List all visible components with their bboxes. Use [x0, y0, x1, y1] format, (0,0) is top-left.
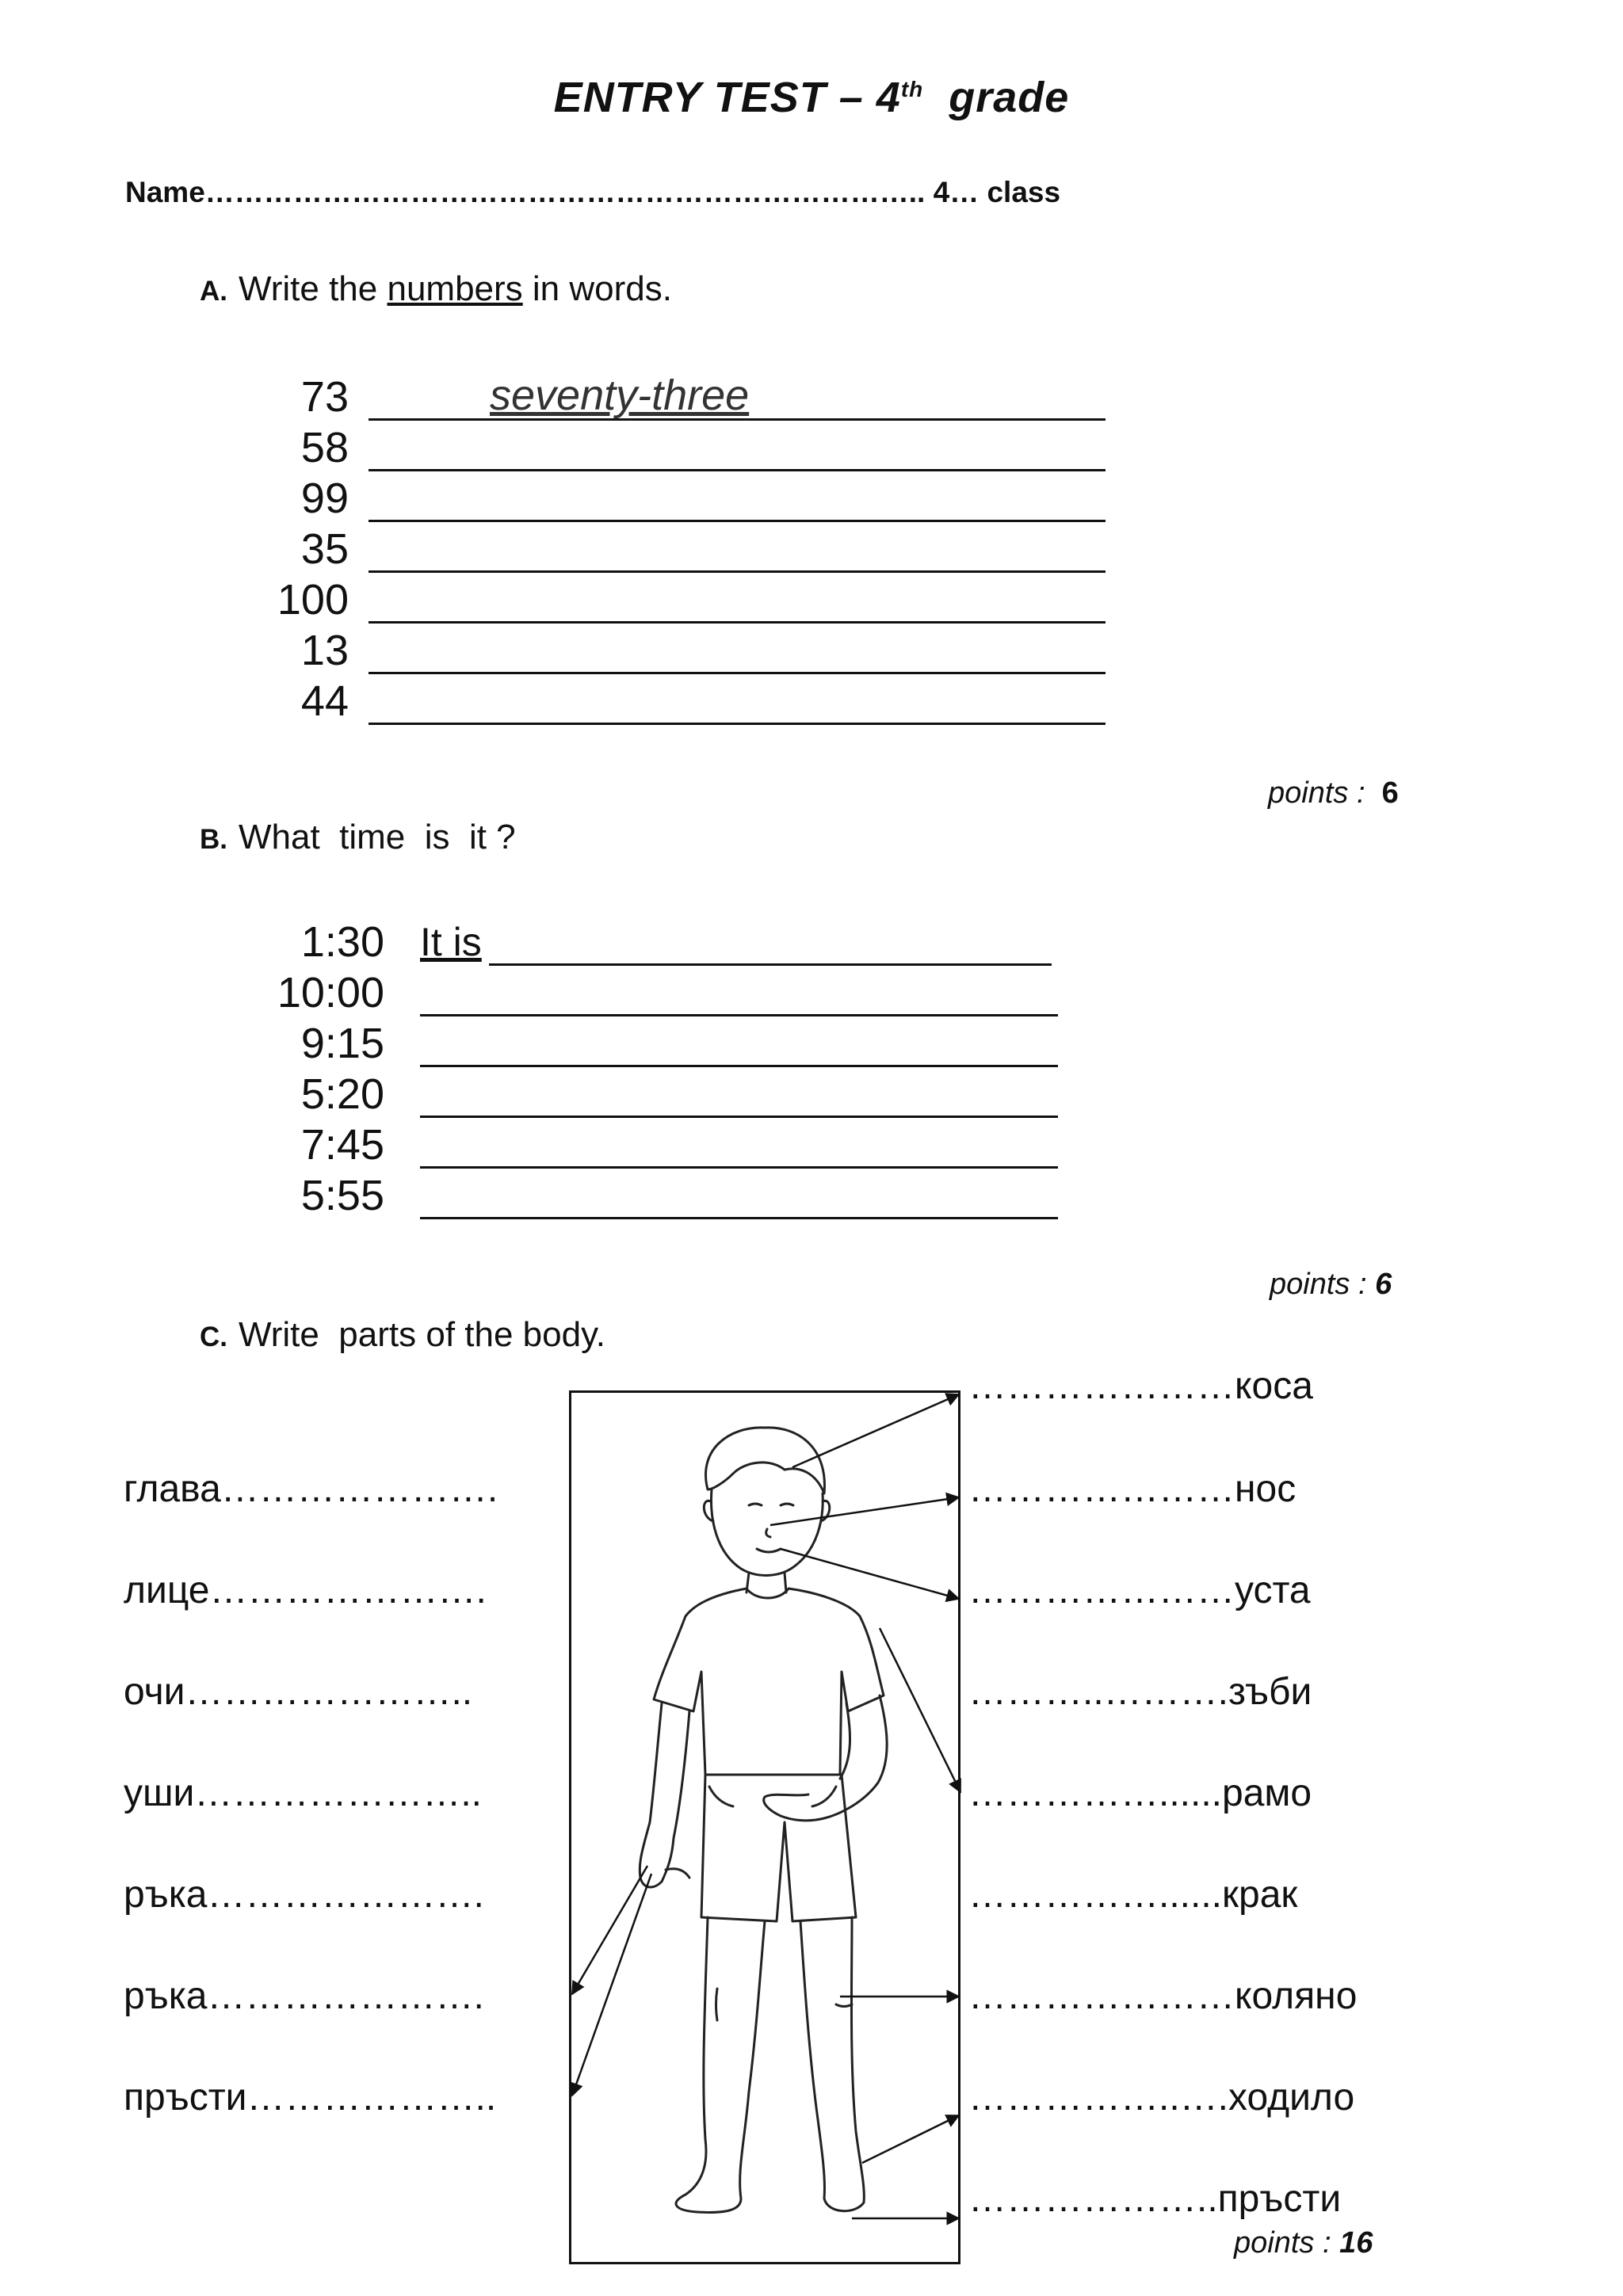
- left-body-label[interactable]: пръсти………………..: [124, 2077, 497, 2119]
- arrow-hand: [572, 1866, 647, 1994]
- arrow-fingers: [572, 1874, 651, 2096]
- right-arm: [764, 1695, 887, 1821]
- right-body-label[interactable]: ………..……….зъби: [968, 1671, 1312, 1713]
- time-value: 1:30: [300, 918, 384, 966]
- section-a-underlined-word: numbers: [387, 269, 523, 308]
- section-a-text: Write the: [239, 269, 388, 308]
- section-c-letter: C.: [200, 1322, 227, 1352]
- points-value: 6: [1375, 1268, 1392, 1301]
- right-body-label[interactable]: ……………......рамо: [968, 1772, 1312, 1814]
- arrow-shoulder: [880, 1628, 960, 1792]
- arrow-nose: [770, 1497, 959, 1525]
- section-c-question: Write parts of the body.: [239, 1315, 606, 1354]
- section-c-points: [1234, 2226, 1373, 2260]
- number-value: 99: [300, 475, 349, 522]
- right-body-label[interactable]: …………………нос: [968, 1468, 1296, 1510]
- left-body-label[interactable]: ръка………………….: [124, 1874, 484, 1916]
- number-value: 100: [277, 576, 349, 624]
- number-value: 44: [300, 677, 349, 725]
- time-value: 9:15: [300, 1020, 384, 1067]
- name-class-field[interactable]: Name……………………………………………………………….. 4… class: [125, 176, 1061, 208]
- arrow-foot: [862, 2115, 959, 2163]
- left-body-label[interactable]: очи…………………..: [124, 1671, 473, 1713]
- right-leg: [800, 1917, 864, 2211]
- title-suffix: grade: [923, 74, 1070, 121]
- time-value: 7:45: [300, 1121, 384, 1169]
- number-value: 35: [300, 525, 349, 573]
- example-answer: It is: [420, 920, 482, 964]
- arrow-hair: [792, 1394, 959, 1467]
- title-superscript: th: [900, 77, 924, 101]
- points-value: 6: [1381, 776, 1399, 810]
- time-value: 5:55: [300, 1172, 384, 1219]
- example-answer: seventy-three: [490, 372, 750, 419]
- title-text: ENTRY TEST – 4: [553, 74, 901, 121]
- left-body-label[interactable]: ръка………………….: [124, 1975, 484, 2017]
- right-body-label[interactable]: ……………......крак: [968, 1874, 1298, 1916]
- points-label: points :: [1270, 1268, 1367, 1301]
- points-value: 16: [1339, 2226, 1373, 2260]
- number-value: 13: [300, 627, 349, 674]
- left-body-label[interactable]: лице………………….: [124, 1569, 487, 1611]
- section-a-text-end: in words.: [522, 269, 672, 308]
- right-body-label[interactable]: ……………..….ходило: [968, 2077, 1355, 2119]
- right-body-label[interactable]: ………………..пръсти: [968, 2178, 1342, 2220]
- points-label: points :: [1234, 2226, 1331, 2260]
- number-value: 58: [300, 424, 349, 471]
- right-body-label[interactable]: …………………коляно: [968, 1975, 1358, 2017]
- right-body-label[interactable]: …………………коса: [968, 1365, 1313, 1407]
- number-value: 73: [300, 373, 349, 421]
- left-leg: [676, 1917, 765, 2212]
- left-body-label[interactable]: глава………………….: [124, 1468, 498, 1510]
- left-arm: [640, 1703, 689, 1887]
- time-value: 10:00: [277, 969, 384, 1016]
- right-body-label[interactable]: …………………уста: [968, 1569, 1311, 1611]
- section-b-letter: B.: [200, 824, 227, 855]
- section-a-letter: A.: [200, 276, 227, 307]
- points-label: points :: [1268, 776, 1365, 810]
- time-value: 5:20: [300, 1070, 384, 1118]
- left-body-label[interactable]: уши…………………..: [124, 1772, 482, 1814]
- shorts-outline: [701, 1775, 856, 1921]
- section-b-question: What time is it ?: [239, 818, 516, 856]
